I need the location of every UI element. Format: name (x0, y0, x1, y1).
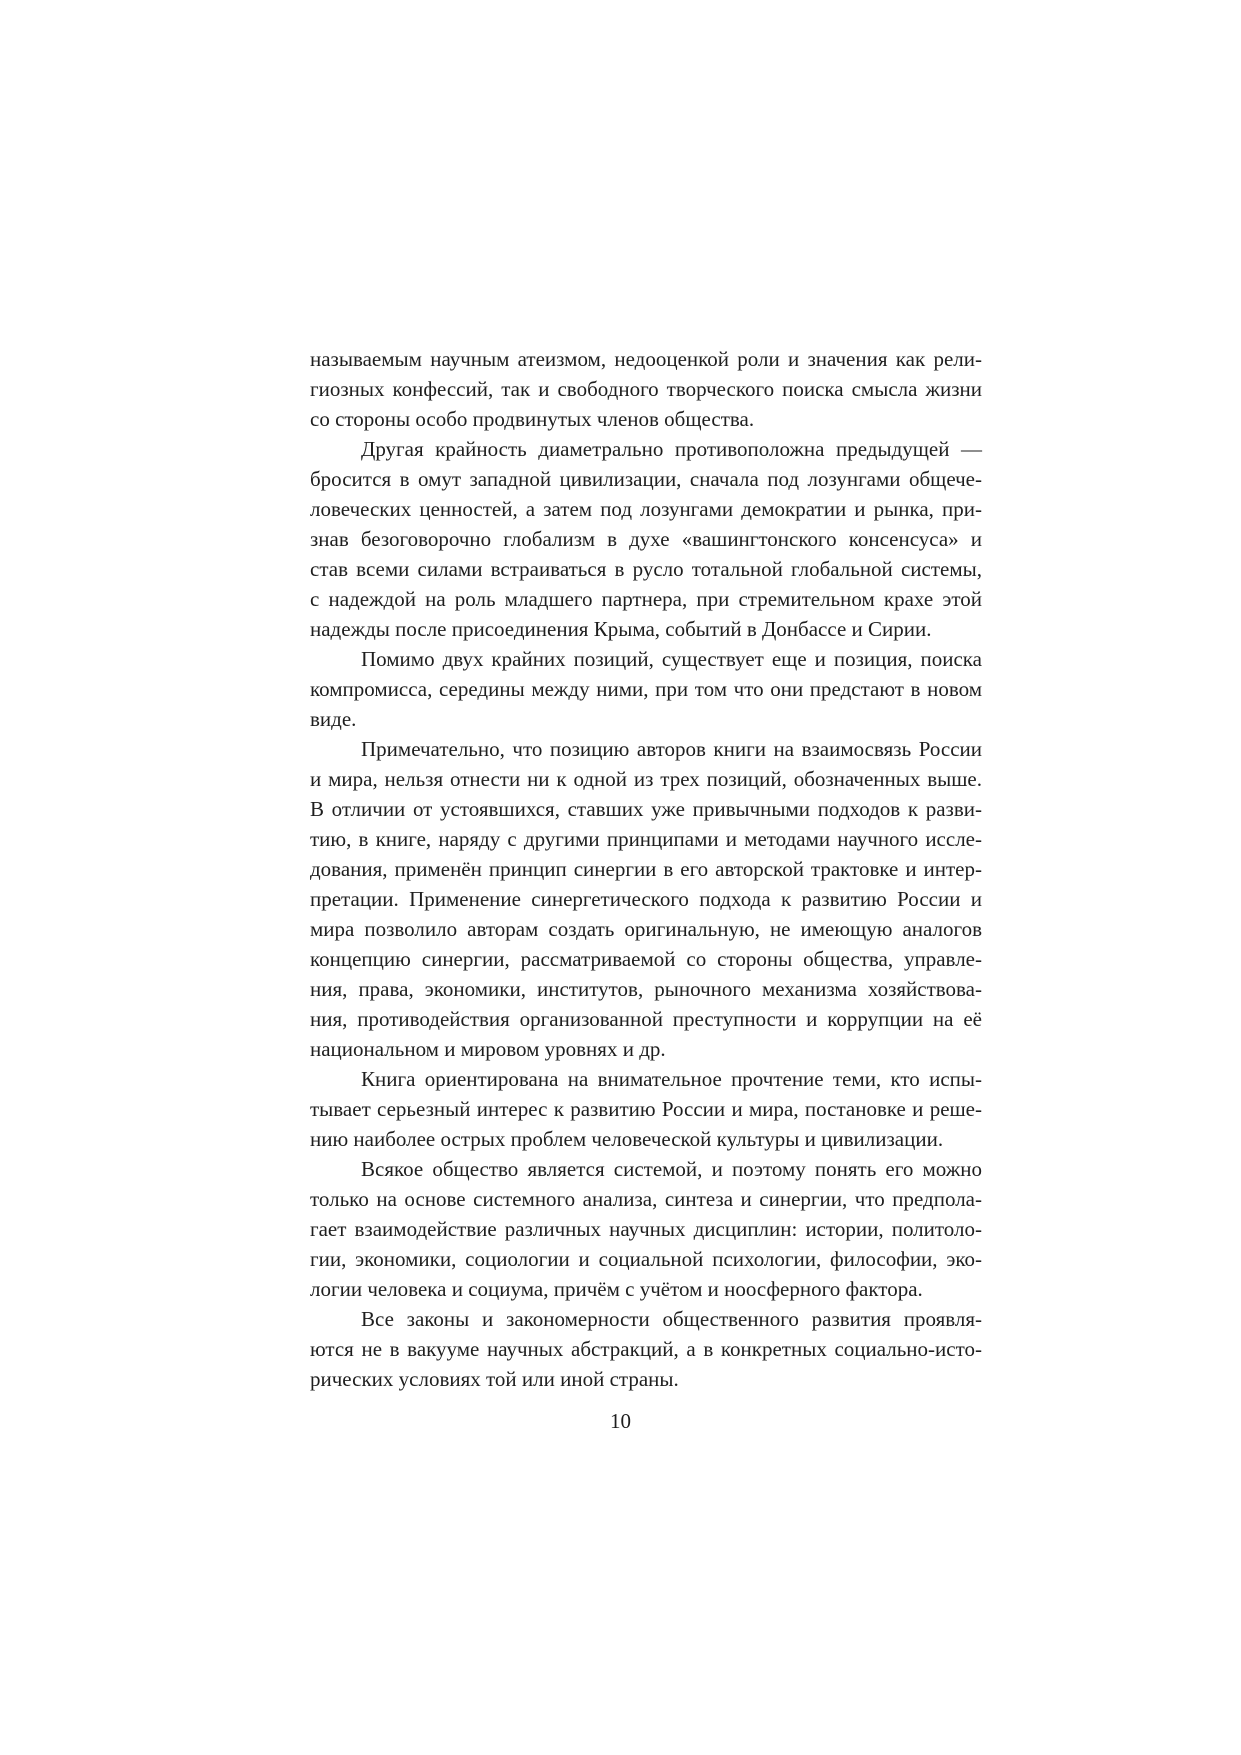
text-line: став всеми силами встраиваться в русло тотальной глобальной системы, (310, 557, 982, 581)
text-line: ния, права, экономики, институтов, рыночного механизма хозяйствова- (310, 977, 982, 1001)
text-line: Книга ориентирована на внимательное прочтение теми, кто испы- (361, 1067, 982, 1091)
text-line: Другая крайность диаметрально противоположна предыдущей — (361, 437, 982, 461)
text-line: только на основе системного анализа, синтеза и синергии, что предпола- (310, 1187, 982, 1211)
paragraph-2 (310, 434, 982, 644)
text-line: Помимо двух крайних позиций, существует еще и позиция, поиска (361, 647, 982, 671)
text-line: бросится в омут западной цивилизации, сначала под лозунгами общече- (310, 467, 982, 491)
paragraph-7 (310, 1304, 982, 1394)
text-line: со стороны особо продвинутых членов общества. (310, 407, 755, 431)
text-line: рических условиях той или иной страны. (310, 1367, 679, 1391)
text-line: мира позволило авторам создать оригинальную, не имеющую аналогов (310, 917, 982, 941)
page-number: 10 (610, 1409, 631, 1433)
text-line: ются не в вакууме научных абстракций, а в конкретных социально-исто- (310, 1337, 982, 1361)
paragraph-3 (310, 644, 982, 734)
text-line: ловеческих ценностей, а затем под лозунгами демократии и рынка, при- (310, 497, 982, 521)
text-line: компромисса, середины между ними, при том что они предстают в новом (310, 677, 982, 701)
text-line: гает взаимодействие различных научных дисциплин: истории, политоло- (310, 1217, 982, 1241)
text-line: В отличии от устоявшихся, ставших уже привычными подходов к разви- (310, 797, 982, 821)
text-line: тывает серьезный интерес к развитию России и мира, постановке и реше- (310, 1097, 982, 1121)
text-line: концепцию синергии, рассматриваемой со стороны общества, управле- (310, 947, 982, 971)
paragraph-5 (310, 1064, 982, 1154)
body-text (310, 344, 982, 1394)
text-line: тию, в книге, наряду с другими принципами и методами научного иссле- (310, 827, 982, 851)
text-line: виде. (310, 707, 357, 731)
paragraph-1 (310, 344, 982, 434)
text-line: ния, противодействия организованной преступности и коррупции на её (310, 1007, 982, 1031)
paragraph-4 (310, 734, 982, 1064)
text-line: называемым научным атеизмом, недооценкой роли и значения как рели- (310, 347, 982, 371)
text-line: претации. Применение синергетического подхода к развитию России и (310, 887, 982, 911)
text-line: знав безоговорочно глобализм в духе «вашингтонского консенсуса» и (310, 527, 982, 551)
text-line: национальном и мировом уровнях и др. (310, 1037, 666, 1061)
text-line: Примечательно, что позицию авторов книги на взаимосвязь России (361, 737, 982, 761)
text-line: надежды после присоединения Крыма, событий в Донбассе и Сирии. (310, 617, 932, 641)
text-line: и мира, нельзя отнести ни к одной из трех позиций, обозначенных выше. (310, 767, 982, 791)
text-line: гиозных конфессий, так и свободного творческого поиска смысла жизни (310, 377, 982, 401)
text-line: с надеждой на роль младшего партнера, при стремительном крахе этой (310, 587, 982, 611)
text-line: нию наиболее острых проблем человеческой культуры и цивилизации. (310, 1127, 944, 1151)
text-line: логии человека и социума, причём с учётом и ноосферного фактора. (310, 1277, 923, 1301)
text-line: Всякое общество является системой, и поэтому понять его можно (361, 1157, 982, 1181)
text-line: Все законы и закономерности общественного развития проявля- (361, 1307, 982, 1331)
text-line: дования, применён принцип синергии в его авторской трактовке и интер- (310, 857, 982, 881)
text-line: гии, экономики, социологии и социальной психологии, философии, эко- (310, 1247, 982, 1271)
paragraph-6 (310, 1154, 982, 1304)
